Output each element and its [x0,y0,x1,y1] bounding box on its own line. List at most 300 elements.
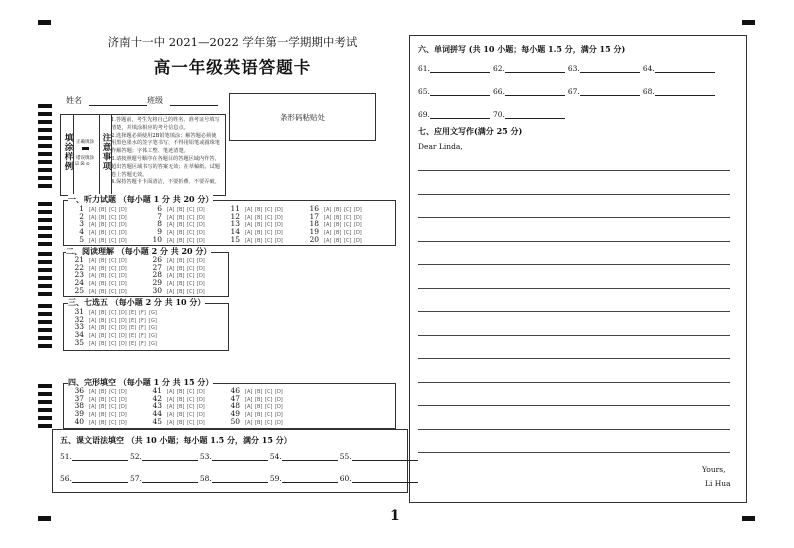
option-bubble-f[interactable]: [F] [139,317,146,324]
option-bubble-b[interactable]: [B] [255,412,263,419]
option-bubble-c[interactable]: [C] [265,214,273,221]
option-bubble-a[interactable]: [A] [89,317,97,324]
option-bubble-e[interactable]: [E] [129,317,137,324]
option-bubble-a[interactable]: [A] [89,310,97,316]
timing-mark [38,242,52,246]
answer-blank[interactable] [72,474,128,483]
option-bubble-e[interactable]: [E] [129,310,137,316]
option-bubble-d[interactable]: [D] [119,258,127,264]
question-number: 29 [152,278,162,288]
option-bubble-c[interactable]: [C] [109,396,117,403]
barcode-area [229,93,376,141]
option-bubble-d[interactable]: [D] [275,237,283,244]
name-blank[interactable] [89,96,147,106]
writing-line[interactable] [418,452,730,453]
option-bubble-c[interactable]: [C] [109,389,117,395]
option-bubble-a[interactable]: [A] [89,265,97,272]
option-bubble-c[interactable]: [C] [187,281,195,288]
question-number: 7 [157,211,162,221]
option-bubble-d[interactable]: [D] [197,222,205,229]
section-3-title: 三、七选五 （每小题 2 分 共 10 分） [68,297,206,307]
option-bubble-c[interactable]: [C] [109,207,117,213]
option-bubble-a[interactable]: [A] [89,230,97,237]
timing-mark [38,408,52,412]
answer-blank[interactable] [212,452,268,461]
answer-blank[interactable] [505,64,565,73]
option-bubble-a[interactable]: [A] [245,419,253,426]
question-number: 15 [230,234,240,244]
option-bubble-b[interactable]: [B] [177,230,185,237]
option-bubble-e[interactable]: [E] [129,333,137,340]
option-bubble-a[interactable]: [A] [167,207,175,213]
option-bubble-b[interactable]: [B] [99,281,107,288]
question-row[interactable] [148,417,207,426]
option-bubble-a[interactable]: [A] [89,419,97,426]
class-blank[interactable] [170,96,218,106]
option-bubble-a[interactable]: [A] [245,412,253,419]
class-field[interactable] [147,95,218,106]
option-bubble-a[interactable]: [A] [89,412,97,419]
option-bubble-d[interactable]: [D] [275,222,283,229]
option-bubble-c[interactable]: [C] [344,222,352,229]
option-bubble-b[interactable]: [B] [99,265,107,272]
option-bubble-b[interactable]: [B] [334,230,342,237]
option-bubble-b[interactable]: [B] [177,222,185,229]
option-bubble-d[interactable]: [D] [354,237,362,244]
timing-mark [38,184,52,188]
option-bubble-d[interactable]: [D] [275,396,283,403]
option-bubble-b[interactable]: [B] [177,288,185,295]
option-bubble-d[interactable]: [D] [119,207,127,213]
option-bubble-a[interactable]: [A] [89,389,97,395]
option-bubble-d[interactable]: [D] [119,237,127,244]
question-row[interactable] [70,417,129,426]
option-bubble-b[interactable]: [B] [255,237,263,244]
answer-blank[interactable] [580,64,640,73]
option-bubble-c[interactable]: [C] [265,222,273,229]
option-bubble-b[interactable]: [B] [99,325,107,332]
question-number: 23 [74,270,84,280]
option-bubble-b[interactable]: [B] [255,207,263,213]
option-bubble-c[interactable]: [C] [109,230,117,237]
option-bubble-d[interactable]: [D] [119,396,127,403]
writing-line[interactable] [418,382,730,383]
option-bubble-a[interactable]: [A] [167,404,175,411]
option-bubble-c[interactable]: [C] [109,281,117,288]
option-bubble-d[interactable]: [D] [119,325,127,332]
option-bubble-c[interactable]: [C] [109,412,117,419]
option-bubble-c[interactable]: [C] [187,237,195,244]
answer-blank[interactable] [505,87,565,96]
question-row[interactable] [148,235,207,244]
answer-blank[interactable] [430,64,490,73]
timing-mark [38,276,52,280]
option-bubble-a[interactable]: [A] [89,340,97,347]
option-bubble-c[interactable]: [C] [109,258,117,264]
option-bubble-c[interactable]: [C] [187,288,195,295]
option-bubble-c[interactable]: [C] [109,419,117,426]
option-bubble-g[interactable]: [G] [149,340,157,347]
option-bubble-a[interactable]: [A] [245,237,253,244]
writing-line[interactable] [418,288,730,289]
option-bubble-a[interactable]: [A] [167,396,175,403]
option-bubble-a[interactable]: [A] [245,389,253,395]
option-bubble-d[interactable]: [D] [119,404,127,411]
option-bubble-a[interactable]: [A] [89,237,97,244]
writing-line[interactable] [418,217,730,218]
option-bubble-b[interactable]: [B] [99,258,107,264]
option-bubble-c[interactable]: [C] [187,265,195,272]
blank-number: 62. [492,64,505,73]
question-row[interactable] [70,235,129,244]
option-bubble-f[interactable]: [F] [139,333,146,340]
option-bubble-d[interactable]: [D] [197,389,205,395]
option-bubble-a[interactable]: [A] [167,214,175,221]
writing-line[interactable] [418,264,730,265]
blank-number: 54. [269,452,282,461]
option-bubble-b[interactable]: [B] [99,237,107,244]
option-bubble-b[interactable]: [B] [334,207,342,213]
option-bubble-g[interactable]: [G] [149,317,157,324]
option-bubble-d[interactable]: [D] [197,258,205,264]
option-bubble-b[interactable]: [B] [177,396,185,403]
option-bubble-a[interactable]: [A] [167,412,175,419]
option-bubble-d[interactable]: [D] [197,419,205,426]
option-bubble-d[interactable]: [D] [354,207,362,213]
option-bubble-d[interactable]: [D] [275,230,283,237]
question-row[interactable] [305,235,364,244]
option-bubble-c[interactable]: [C] [265,207,273,213]
option-bubble-b[interactable]: [B] [177,214,185,221]
option-bubble-a[interactable]: [A] [89,207,97,213]
option-bubble-b[interactable]: [B] [177,258,185,264]
option-bubble-d[interactable]: [D] [197,288,205,295]
option-bubble-g[interactable]: [G] [149,310,157,316]
option-bubble-b[interactable]: [B] [177,412,185,419]
option-bubble-c[interactable]: [C] [344,230,352,237]
option-bubble-b[interactable]: [B] [99,340,107,347]
writing-line[interactable] [418,335,730,336]
option-bubble-d[interactable]: [D] [119,412,127,419]
option-bubble-b[interactable]: [B] [177,237,185,244]
timing-mark [38,112,52,116]
option-bubble-c[interactable]: [C] [187,207,195,213]
timing-mark [38,120,52,124]
option-bubble-c[interactable]: [C] [187,412,195,419]
option-bubble-d[interactable]: [D] [354,222,362,229]
option-bubble-c[interactable]: [C] [344,207,352,213]
option-bubble-c[interactable]: [C] [187,404,195,411]
letter-closing: Yours, [702,465,726,474]
option-bubble-b[interactable]: [B] [334,214,342,221]
question-number: 5 [79,234,84,244]
option-bubble-e[interactable]: [E] [129,325,137,332]
option-bubble-d[interactable]: [D] [197,273,205,280]
option-bubble-a[interactable]: [A] [245,222,253,229]
option-bubble-c[interactable]: [C] [187,419,195,426]
answer-blank[interactable] [430,110,490,119]
question-number: 24 [74,278,84,288]
option-bubble-b[interactable]: [B] [99,396,107,403]
option-bubble-a[interactable]: [A] [167,273,175,280]
notice-rule: 2.选择题必须使用2B铅笔填涂；解答题必须使用黑色墨水的签字笔书写，不得用铅笔或圆珠笔作解答题；字体工整、笔迹清楚。 [111,132,220,155]
option-bubble-a[interactable]: [A] [89,222,97,229]
option-bubble-a[interactable]: [A] [89,281,97,288]
option-bubble-a[interactable]: [A] [167,258,175,264]
option-bubble-c[interactable]: [C] [187,230,195,237]
option-bubble-d[interactable]: [D] [119,310,127,316]
option-bubble-c[interactable]: [C] [109,288,117,295]
option-bubble-a[interactable]: [A] [89,396,97,403]
question-number: 40 [74,416,84,426]
question-row[interactable] [226,235,285,244]
option-bubble-d[interactable]: [D] [119,214,127,221]
option-bubble-d[interactable]: [D] [275,419,283,426]
option-bubble-a[interactable]: [A] [167,419,175,426]
option-bubble-c[interactable]: [C] [265,412,273,419]
option-bubble-b[interactable]: [B] [255,214,263,221]
option-bubble-d[interactable]: [D] [354,214,362,221]
answer-blank[interactable] [655,64,715,73]
option-bubble-b[interactable]: [B] [99,273,107,280]
option-bubble-d[interactable]: [D] [119,281,127,288]
option-bubble-d[interactable]: [D] [119,389,127,395]
barcode-label: 条形码粘贴处 [280,112,325,122]
option-bubble-b[interactable]: [B] [99,207,107,213]
option-bubble-c[interactable]: [C] [187,214,195,221]
option-bubble-b[interactable]: [B] [255,404,263,411]
option-bubble-d[interactable]: [D] [119,222,127,229]
option-bubble-a[interactable]: [A] [245,230,253,237]
option-bubble-c[interactable]: [C] [187,396,195,403]
name-field[interactable] [66,95,147,106]
option-bubble-c[interactable]: [C] [265,237,273,244]
option-bubble-b[interactable]: [B] [255,222,263,229]
writing-line[interactable] [418,311,730,312]
question-number: 31 [74,307,84,316]
option-bubble-a[interactable]: [A] [89,214,97,221]
option-bubble-c[interactable]: [C] [109,317,117,324]
option-bubble-b[interactable]: [B] [177,281,185,288]
option-bubble-a[interactable]: [A] [89,333,97,340]
option-bubble-c[interactable]: [C] [109,222,117,229]
option-bubble-b[interactable]: [B] [255,230,263,237]
corner-mark-top-left [38,20,51,25]
question-number: 13 [230,219,240,229]
option-bubble-d[interactable]: [D] [275,207,283,213]
option-bubble-a[interactable]: [A] [324,214,332,221]
blank-number: 64. [642,64,655,73]
option-bubble-a[interactable]: [A] [167,230,175,237]
option-bubble-d[interactable]: [D] [197,230,205,237]
option-bubble-d[interactable]: [D] [275,389,283,395]
option-bubble-c[interactable]: [C] [187,258,195,264]
option-bubble-b[interactable]: [B] [99,333,107,340]
writing-line[interactable] [418,405,730,406]
writing-line[interactable] [418,241,730,242]
option-bubble-c[interactable]: [C] [187,389,195,395]
answer-blank[interactable] [212,474,268,483]
option-bubble-e[interactable]: [E] [129,340,137,347]
timing-mark [38,168,52,172]
option-bubble-c[interactable]: [C] [109,325,117,332]
option-bubble-d[interactable]: [D] [119,265,127,272]
option-bubble-d[interactable]: [D] [275,412,283,419]
option-bubble-d[interactable]: [D] [197,404,205,411]
option-bubble-b[interactable]: [B] [255,389,263,395]
option-bubble-a[interactable]: [A] [167,389,175,395]
option-bubble-b[interactable]: [B] [334,237,342,244]
option-bubble-a[interactable]: [A] [324,222,332,229]
option-bubble-a[interactable]: [A] [245,214,253,221]
option-bubble-a[interactable]: [A] [89,404,97,411]
answer-blank[interactable] [352,452,418,461]
option-bubble-d[interactable]: [D] [119,333,127,340]
option-bubble-c[interactable]: [C] [109,333,117,340]
writing-line[interactable] [418,358,730,359]
fill-example-samples [73,115,100,195]
question-number: 12 [230,211,240,221]
option-bubble-g[interactable]: [G] [149,333,157,340]
option-bubble-b[interactable]: [B] [99,389,107,395]
option-bubble-c[interactable]: [C] [109,310,117,316]
option-bubble-b[interactable]: [B] [99,288,107,295]
option-bubble-d[interactable]: [D] [119,419,127,426]
option-bubble-a[interactable]: [A] [324,230,332,237]
option-bubble-b[interactable]: [B] [334,222,342,229]
option-bubble-c[interactable]: [C] [265,419,273,426]
option-bubble-a[interactable]: [A] [167,222,175,229]
option-bubble-d[interactable]: [D] [119,340,127,347]
option-bubble-d[interactable]: [D] [197,281,205,288]
option-bubble-b[interactable]: [B] [177,389,185,395]
option-bubble-c[interactable]: [C] [109,404,117,411]
answer-blank[interactable] [352,474,418,483]
option-bubble-c[interactable]: [C] [187,222,195,229]
option-bubble-c[interactable]: [C] [109,340,117,347]
option-bubble-c[interactable]: [C] [265,389,273,395]
option-bubble-d[interactable]: [D] [275,404,283,411]
option-bubble-b[interactable]: [B] [177,273,185,280]
writing-line[interactable] [418,429,730,430]
blank-number: 56. [60,474,72,483]
option-bubble-b[interactable]: [B] [177,265,185,272]
option-bubble-c[interactable]: [C] [344,237,352,244]
option-bubble-d[interactable]: [D] [119,317,127,324]
option-bubble-b[interactable]: [B] [99,404,107,411]
option-bubble-f[interactable]: [F] [139,310,146,316]
timing-mark [38,304,52,308]
answer-blank[interactable] [655,87,715,96]
answer-blank[interactable] [505,110,565,119]
writing-line[interactable] [418,194,730,195]
option-bubble-d[interactable]: [D] [119,273,127,280]
school-title: 济南十一中 2021—2022 学年第一学期期中考试 [107,35,358,49]
option-bubble-b[interactable]: [B] [99,310,107,316]
answer-blank[interactable] [282,474,338,483]
question-row[interactable] [70,286,129,295]
timing-mark [38,400,52,404]
option-bubble-c[interactable]: [C] [265,396,273,403]
option-bubble-d[interactable]: [D] [197,237,205,244]
option-bubble-b[interactable]: [B] [99,230,107,237]
option-bubble-c[interactable]: [C] [187,273,195,280]
option-bubble-a[interactable]: [A] [167,237,175,244]
option-bubble-a[interactable]: [A] [324,207,332,213]
option-bubble-b[interactable]: [B] [255,396,263,403]
option-bubble-a[interactable]: [A] [89,288,97,295]
option-bubble-a[interactable]: [A] [89,258,97,264]
option-bubble-b[interactable]: [B] [99,317,107,324]
option-bubble-a[interactable]: [A] [245,404,253,411]
option-bubble-c[interactable]: [C] [109,214,117,221]
answer-blank[interactable] [72,452,128,461]
option-bubble-a[interactable]: [A] [245,207,253,213]
question-row[interactable] [226,417,285,426]
option-bubble-d[interactable]: [D] [197,265,205,272]
option-bubble-c[interactable]: [C] [265,230,273,237]
option-bubble-b[interactable]: [B] [99,214,107,221]
writing-line[interactable] [418,170,730,171]
option-bubble-b[interactable]: [B] [99,419,107,426]
option-bubble-a[interactable]: [A] [167,288,175,295]
question-row[interactable] [70,338,159,347]
notice-rule: 4.保持答题卡卡面清洁，不要折叠、不要弄破。 [111,179,220,186]
answer-blank[interactable] [142,474,198,483]
option-bubble-a[interactable]: [A] [324,237,332,244]
option-bubble-d[interactable]: [D] [197,214,205,221]
option-bubble-c[interactable]: [C] [265,404,273,411]
option-bubble-b[interactable]: [B] [177,419,185,426]
option-bubble-b[interactable]: [B] [177,207,185,213]
option-bubble-g[interactable]: [G] [149,325,157,332]
option-bubble-f[interactable]: [F] [139,340,146,347]
answer-blank[interactable] [580,87,640,96]
answer-blank[interactable] [142,452,198,461]
option-bubble-d[interactable]: [D] [197,412,205,419]
question-number: 48 [230,401,240,411]
option-bubble-c[interactable]: [C] [109,265,117,272]
option-bubble-b[interactable]: [B] [99,412,107,419]
option-bubble-c[interactable]: [C] [109,273,117,280]
option-bubble-c[interactable]: [C] [109,237,117,244]
option-bubble-d[interactable]: [D] [275,214,283,221]
answer-blank[interactable] [430,87,490,96]
option-bubble-d[interactable]: [D] [197,207,205,213]
question-row[interactable] [148,286,207,295]
option-bubble-d[interactable]: [D] [354,230,362,237]
option-bubble-b[interactable]: [B] [177,404,185,411]
question-number: 14 [230,227,240,237]
option-bubble-d[interactable]: [D] [197,396,205,403]
section-5-title: 五、课文语法填空 （共 10 小题；每小题 1.5 分，满分 15 分） [60,435,292,445]
question-number: 3 [79,219,84,229]
option-bubble-d[interactable]: [D] [119,230,127,237]
answer-blank[interactable] [282,452,338,461]
option-bubble-f[interactable]: [F] [139,325,146,332]
option-bubble-a[interactable]: [A] [167,265,175,272]
option-bubble-a[interactable]: [A] [245,396,253,403]
option-bubble-a[interactable]: [A] [89,273,97,280]
option-bubble-c[interactable]: [C] [344,214,352,221]
option-bubble-d[interactable]: [D] [119,288,127,295]
option-bubble-b[interactable]: [B] [255,419,263,426]
option-bubble-a[interactable]: [A] [89,325,97,332]
option-bubble-a[interactable]: [A] [167,281,175,288]
question-number: 46 [230,386,240,395]
question-number: 4 [79,227,84,237]
option-bubble-b[interactable]: [B] [99,222,107,229]
